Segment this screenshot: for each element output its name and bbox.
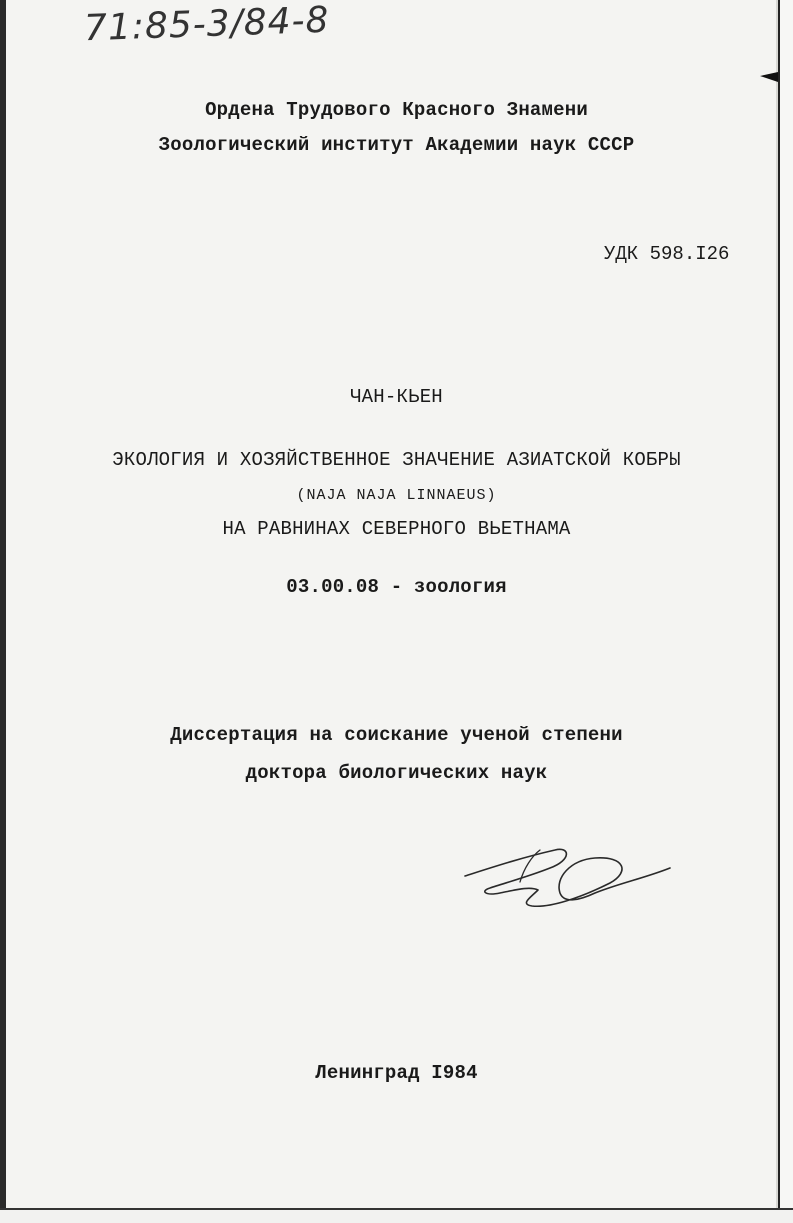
page-edge-right [778, 0, 793, 1221]
place-and-year: Ленинград I984 [315, 1062, 478, 1084]
specialty-code: 03.00.08 - зоология [286, 576, 507, 598]
archive-number-handwritten: 71:85-3/84-8 [83, 0, 331, 50]
order-line: Ордена Трудового Красного Знамени [205, 99, 588, 121]
title-line-1: ЭКОЛОГИЯ И ХОЗЯЙСТВЕННОЕ ЗНАЧЕНИЕ АЗИАТСКОЙ КОБРЫ [112, 449, 681, 471]
degree-line-2: доктора биологических наук [245, 762, 548, 784]
handwritten-signature [460, 838, 675, 918]
title-latin-name: (NAJA NAJA LINNAEUS) [296, 487, 497, 504]
title-line-3: НА РАВНИНАХ СЕВЕРНОГО ВЬЕТНАМА [222, 518, 571, 540]
author-name: ЧАН-КЬЕН [350, 386, 443, 408]
document-page [6, 0, 778, 1221]
udk-code: УДК 598.I26 [604, 243, 730, 265]
institute-name: Зоологический институт Академии наук СССР [158, 134, 635, 156]
degree-line-1: Диссертация на соискание ученой степени [170, 724, 623, 746]
